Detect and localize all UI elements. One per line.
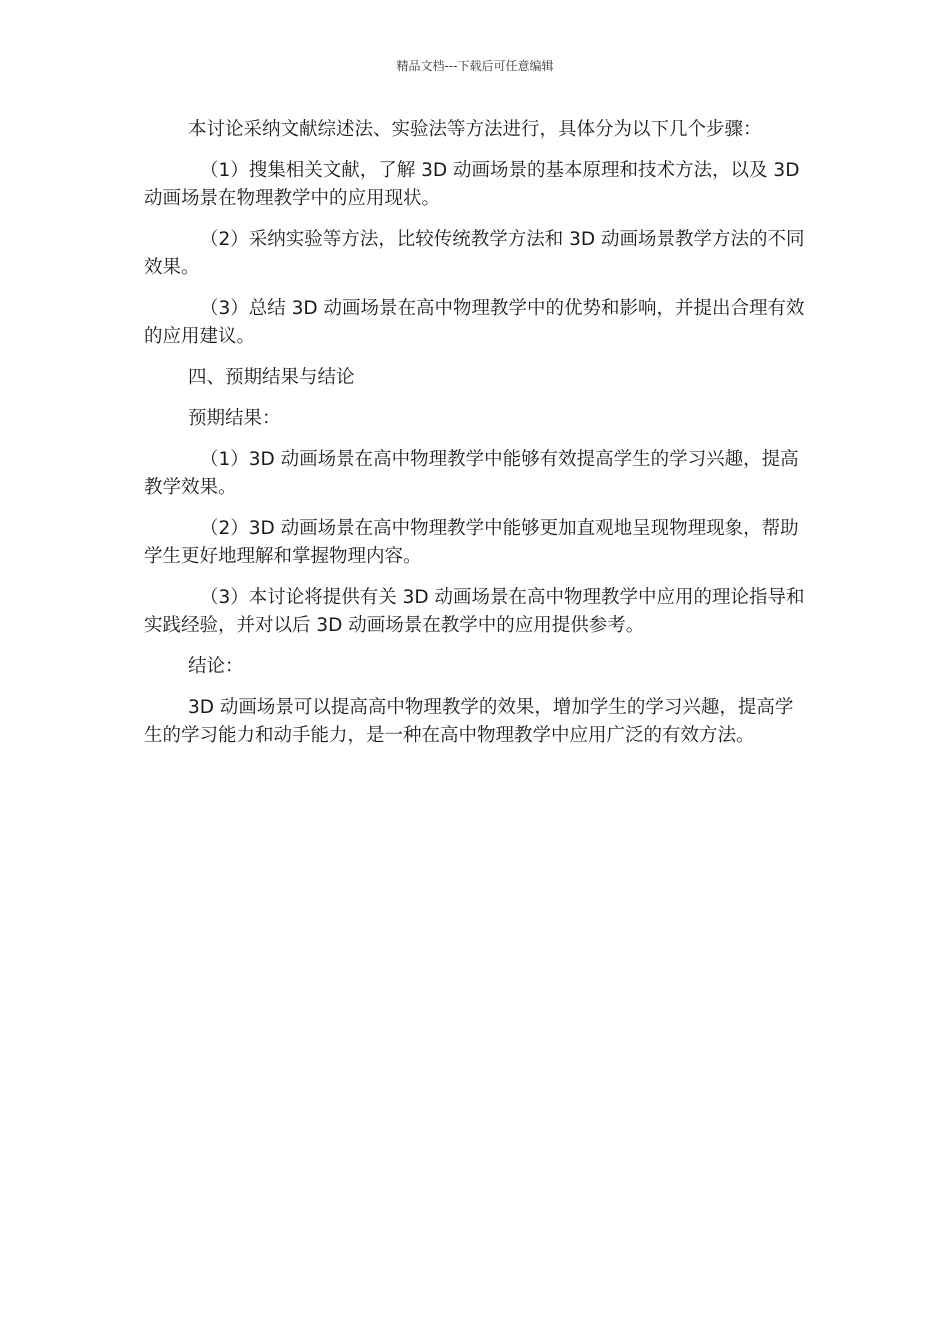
paragraph-result-2: （2）3D 动画场景在高中物理教学中能够更加直观地呈现物理现象，帮助学生更好地理解和掌握物理内容。	[144, 518, 799, 567]
paragraph-step-2: （2）采纳实验等方法，比较传统教学方法和 3D 动画场景教学方法的不同效果。	[144, 229, 805, 278]
paragraph-result-1: （1）3D 动画场景在高中物理教学中能够有效提高学生的学习兴趣，提高教学效果。	[144, 449, 799, 498]
page-header: 精品文档---下载后可任意编辑	[396, 59, 554, 73]
subheading-conclusion: 结论：	[188, 656, 244, 677]
paragraph-step-3: （3）总结 3D 动画场景在高中物理教学中的优势和影响，并提出合理有效的应用建议。	[144, 298, 805, 347]
paragraph-conclusion: 3D 动画场景可以提高高中物理教学的效果，增加学生的学习兴趣，提高学生的学习能力和动手能力，是一种在高中物理教学中应用广泛的有效方法。	[144, 697, 794, 746]
paragraph-step-1: （1）搜集相关文献，了解 3D 动画场景的基本原理和技术方法，以及 3D 动画场景在物理教学中的应用现状。	[144, 160, 800, 209]
paragraph-methods-intro: 本讨论采纳文献综述法、实验法等方法进行，具体分为以下几个步骤：	[188, 119, 762, 140]
document-body	[144, 116, 808, 750]
section-heading-results: 四、预期结果与结论	[188, 367, 355, 388]
paragraph-result-3: （3）本讨论将提供有关 3D 动画场景在高中物理教学中应用的理论指导和实践经验，并对以后 3D 动画场景在教学中的应用提供参考。	[144, 587, 805, 636]
subheading-expected-results: 预期结果：	[188, 408, 281, 429]
